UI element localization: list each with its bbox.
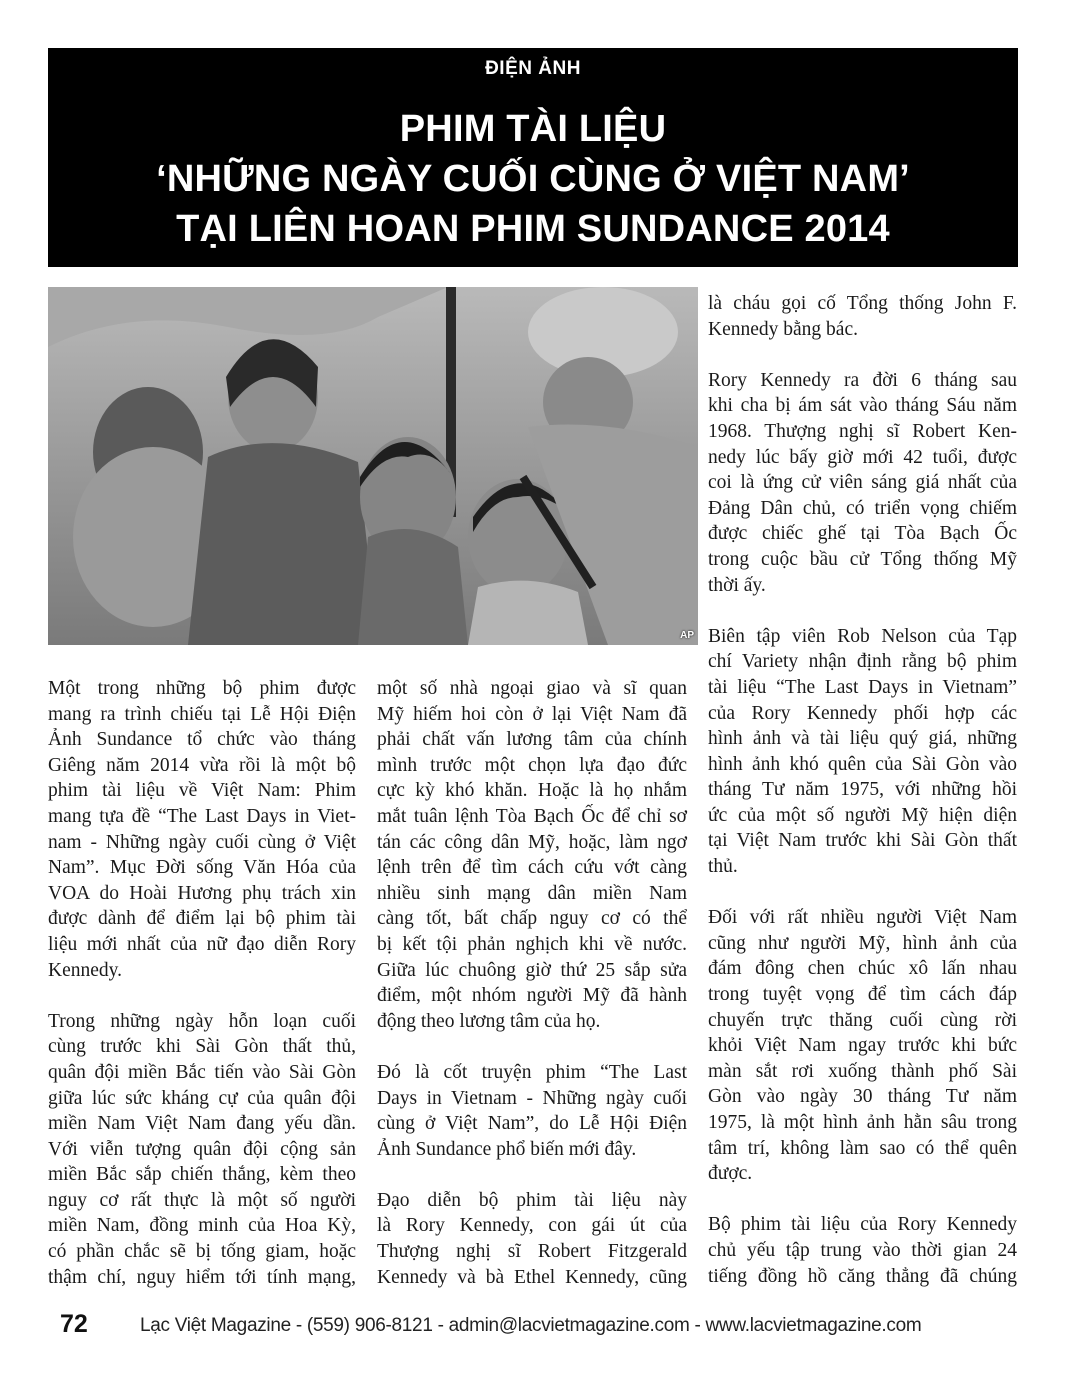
paragraph-gap [377,1162,687,1188]
text-line: Kennedy và bà Ethel Kennedy, cũng [377,1266,687,1288]
text-line: tán các công dân Mỹ, hoặc, làm ngơ [377,831,687,853]
text-line: miền Bắc sắp chiến thắng, kèm theo [48,1164,356,1186]
text-line: hình ảnh khó quên của Sài Gòn vào [708,753,1017,775]
text-line: bị kết tội phản nghịch khi về nước. [377,933,687,955]
text-line: Kennedy. [48,959,123,981]
text-line: Gòn vào ngày 30 tháng Tư năm [708,1086,1017,1108]
title-line: TẠI LIÊN HOAN PHIM SUNDANCE 2014 [176,208,890,250]
text-line: hình ảnh và tài liệu quý giá, những [708,728,1017,750]
section-label: ĐIỆN ẢNH [485,58,581,79]
text-line: cùng ở Việt Nam”, do Lễ Hội Điện [377,1113,687,1135]
text-line: Một trong những bộ phim được [48,678,356,699]
photo-credit: AP [680,630,694,641]
text-line: Giêng năm 2014 vừa rồi là một bộ [48,754,356,776]
article-header [48,48,1018,267]
text-line: điểm, một nhóm người Mỹ đã hành [377,985,687,1007]
text-line: khi cha bị ám sát vào tháng Sáu năm [708,395,1017,417]
text-line: cùng trước khi Sài Gòn thất thủ, [48,1036,356,1058]
text-line: tài liệu “The Last Days in Vietnam” [708,676,1017,698]
text-line: Đối với rất nhiều người Việt Nam [708,907,1017,929]
text-line: của Rory Kennedy phối hợp các [708,702,1017,724]
text-line: 1975, là một hình ảnh hằn sâu trong [708,1112,1017,1133]
text-line: càng tốt, bất chấp nguy cơ có thể [377,908,687,930]
text-line: Đó là cốt truyện phim “The Last [377,1061,687,1083]
text-line: một số nhà ngoại giao và sĩ quan [377,678,687,699]
text-line: động theo lương tâm của họ. [377,1010,601,1032]
paragraph-gap [708,880,1017,906]
text-line: mang ra trình chiếu tại Lễ Hội Điện [48,703,356,725]
text-line: chí Variety nhận định rằng bộ phim [708,651,1017,673]
text-line: phim tài liệu về Việt Nam: Phim [48,780,356,802]
text-line: VOA do Hoài Hương phụ trách xin [48,882,356,904]
text-line: Giữa lúc chuông giờ thứ 25 sắp sửa [377,959,687,981]
text-line: liệu mới nhất của nữ đạo diễn Rory [48,933,356,955]
text-line: miền Nam, đồng minh của Hoa Kỳ, [48,1215,356,1237]
text-line: thậm chí, nguy hiểm tới tính mạng, [48,1266,356,1288]
text-line: Thượng nghị sĩ Robert Fitzgerald [377,1241,687,1263]
text-line: tháng Tư năm 1975, với những hồi [708,779,1017,801]
paragraph-gap [48,983,356,1009]
text-line: coi là ứng cử viên sáng giá nhất của [708,472,1017,494]
text-line: Nam”. Mục Đời sống Văn Hóa của [48,857,356,879]
text-line: phải chất vấn lương tâm của chính [377,729,687,751]
title-line: ‘NHỮNG NGÀY CUỐI CÙNG Ở VIỆT NAM’ [156,158,910,200]
paragraph-gap [708,1187,1017,1213]
text-line: thời ấy. [708,574,766,596]
text-line: nguy cơ rất thực là một số người [48,1189,356,1211]
title-line: PHIM TÀI LIỆU [399,108,667,150]
article-title [48,104,1018,254]
text-line: Đảng Dân chủ, có triển vọng chiếm [708,497,1017,519]
text-line: Đạo diễn bộ phim tài liệu này [377,1189,687,1211]
text-line: Rory Kennedy ra đời 6 tháng sau [708,369,1017,391]
text-line: ức của một số người Mỹ hiện diện [708,804,1017,826]
text-line: đám đông chen chúc xô lấn nhau [708,958,1017,980]
text-line: được chiếc ghế tại Tòa Bạch Ốc [708,523,1017,545]
paragraph-gap [708,598,1017,624]
text-line: Ảnh Sundance tổ chức vào tháng [48,729,356,751]
text-line: trong tuyệt vọng để tìm cách đáp [708,984,1017,1006]
text-line: tâm trí, không làm sao có thể quên [708,1137,1017,1159]
text-line: quân đội miền Bắc tiến vào Sài Gòn [48,1061,356,1083]
article-column-2 [377,676,687,1290]
page-number: 72 [60,1310,88,1338]
text-line: Days in Vietnam - Những ngày cuối [377,1087,687,1109]
text-line: Với viễn tượng quân đội cộng sản [48,1138,356,1160]
text-line: chuyến trực thăng cuối cùng rời [708,1009,1017,1031]
text-line: khỏi Việt Nam ngay trước khi bức [708,1035,1017,1057]
text-line: tại Việt Nam trước khi Sài Gòn thất [708,830,1017,852]
text-line: lệnh trên để tìm cách cứu vớt càng [377,857,687,879]
text-line: là cháu gọi cố Tổng thống John F. [708,293,1017,314]
text-line: Ảnh Sundance phổ biến mới đây. [377,1138,637,1160]
text-line: Trong những ngày hỗn loạn cuối [48,1010,356,1032]
text-line: nhiều sinh mạng dân miền Nam [377,882,687,904]
paragraph-gap [377,1034,687,1060]
text-line: mình trước một chọn lựa đạo đức [377,754,687,776]
text-line: trong cuộc bầu cử Tổng thống Mỹ [708,548,1017,570]
text-line: màn sắt rơi xuống thành phố Sài [708,1060,1017,1082]
text-line: Kennedy bằng bác. [708,318,858,340]
text-line: có phần chắc sẽ bị tống giam, hoặc [48,1241,356,1263]
text-line: 1968. Thượng nghị sĩ Robert Ken- [708,420,1017,442]
text-line: nam - Những ngày cuối cùng ở Việt [48,831,356,853]
text-line: cực kỳ khó khăn. Hoặc là họ nhắm [377,780,687,802]
text-line: mang tựa đề “The Last Days in Viet- [48,805,356,827]
text-line: Mỹ hiếm hoi còn ở lại Việt Nam đã [377,703,687,725]
text-line: Biên tập viên Rob Nelson của Tạp [708,625,1017,647]
article-column-3 [708,291,1017,1289]
text-line: cũng như người Mỹ, hình ảnh của [708,932,1017,954]
text-line: là Rory Kennedy, con gái út của [377,1215,687,1237]
photo-illustration [48,287,698,645]
text-line: được dành để điểm lại bộ phim tài [48,908,356,930]
text-line: mắt tuân lệnh Tòa Bạch Ốc để chỉ sơ [377,805,687,827]
text-line: Bộ phim tài liệu của Rory Kennedy [708,1214,1017,1236]
text-line: được. [708,1163,753,1185]
footer-contact: Lạc Việt Magazine - (559) 906-8121 - admin@lacvietmagazine.com - www.lacvietmagazine.com [140,1315,922,1336]
text-line: tiếng đồng hồ căng thẳng đã chúng [708,1265,1017,1287]
text-line: nedy lúc bấy giờ mới 42 tuổi, được [708,446,1017,468]
text-line: miền Nam Việt Nam đang yếu dần. [48,1113,356,1135]
text-line: chủ yếu tập trung vào thời gian 24 [708,1239,1017,1261]
paragraph-gap [708,342,1017,368]
article-column-1 [48,676,356,1290]
text-line: giữa lúc sức kháng cự của quân đội [48,1087,356,1109]
article-photo [48,287,698,645]
text-line: thủ. [708,856,738,878]
